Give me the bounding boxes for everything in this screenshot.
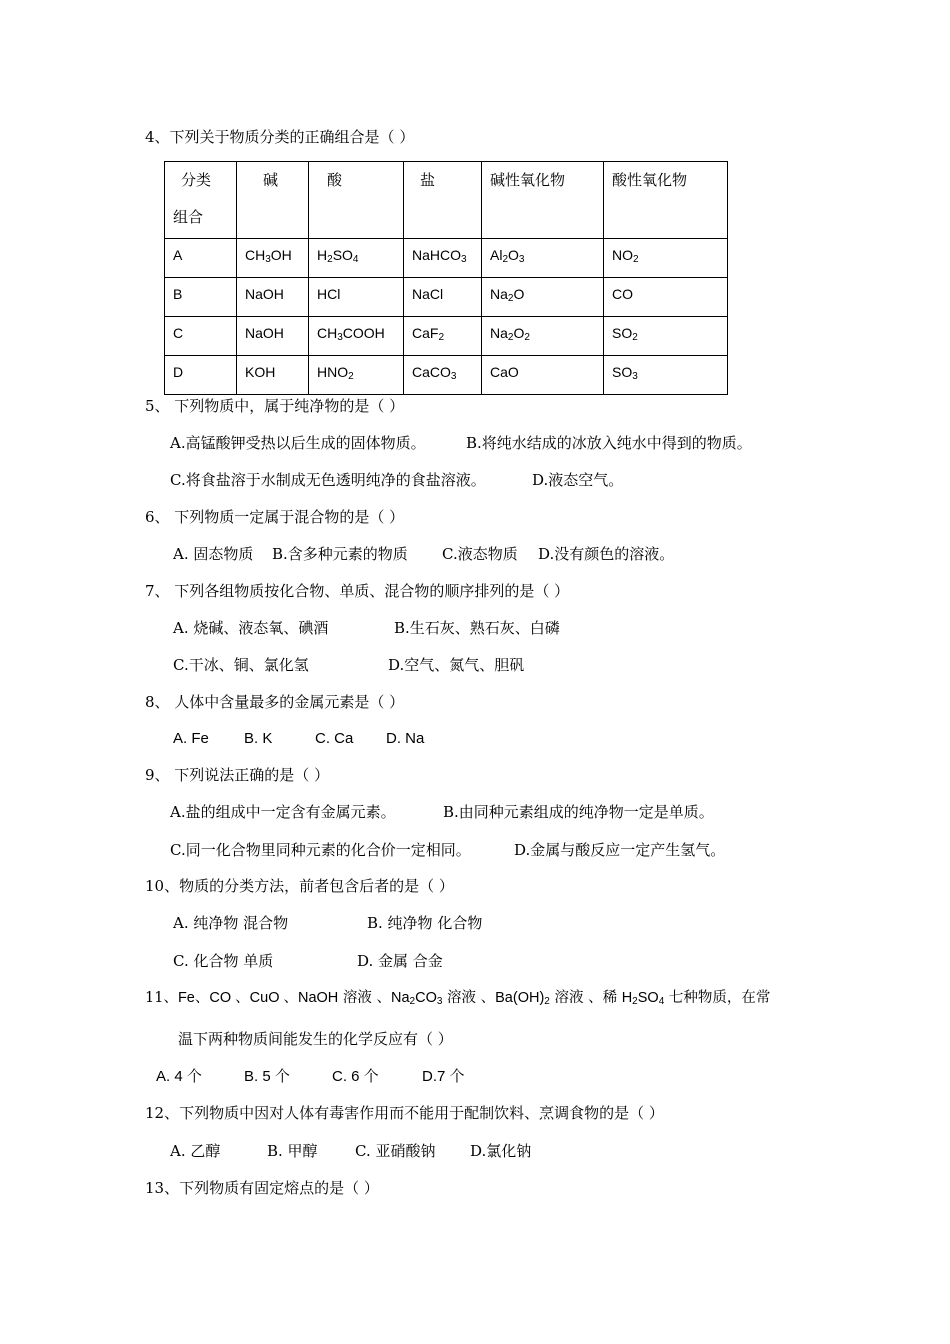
table-cell: $HNO_2$ [309,356,404,395]
header-acidic-oxide: 酸性氧化物 [604,162,728,239]
table-cell: NaOH [237,278,309,317]
table-cell: CaCO$_3$ [404,356,482,395]
q8-option-c: C. Ca [315,730,354,747]
q11-option-c: C. 6 个 [332,1068,379,1085]
q5-option-a: A.高锰酸钾受热以后生成的固体物质。 [170,434,426,452]
header-base: 碱 [237,162,309,239]
q12-option-d: D.氯化钠 [470,1142,532,1160]
table-cell: $SO_3$ [604,356,728,395]
table-header-row [165,162,728,239]
q9-option-d: D.金属与酸反应一定产生氢气。 [514,841,726,859]
q11-option-b: B. 5 个 [244,1068,290,1085]
table-cell: CaF$_2$ [404,317,482,356]
q7-option-d: D.空气、氮气、胆矾 [388,656,525,674]
q6-option-c: C.液态物质 [442,545,518,563]
q5-option-c: C.将食盐溶于水制成无色透明纯净的食盐溶液。 [170,471,486,489]
header-basic-oxide: 碱性氧化物 [482,162,604,239]
table-cell: NaOH [237,317,309,356]
question-5-stem: 5、 下列物质中，属于纯净物的是（ ） [145,397,405,415]
header-cell-category [165,162,237,239]
q5-option-d: D.液态空气。 [532,471,624,489]
q9-option-b: B.由同种元素组成的纯净物一定是单质。 [443,803,714,821]
question-12-stem: 12、下列物质中因对人体有毒害作用而不能用于配制饮料、烹调食物的是（ ） [145,1104,664,1122]
question-8-stem: 8、 人体中含量最多的金属元素是（ ） [145,693,405,711]
q12-option-b: B. 甲醇 [267,1142,318,1160]
table-cell: $NO_2$ [604,239,728,278]
table-cell: $Na_2O_2$ [482,317,604,356]
question-9-stem: 9、 下列说法正确的是（ ） [145,766,330,784]
table-row [165,356,728,395]
q8-option-b: B. K [244,730,273,747]
q6-option-d: D.没有颜色的溶液。 [538,545,675,563]
q12-option-a: A. 乙醇 [170,1142,221,1160]
table-row [165,317,728,356]
table-cell: $Na_2O$ [482,278,604,317]
question-13-stem: 13、下列物质有固定熔点的是（ ） [145,1179,379,1197]
q9-option-a: A.盐的组成中一定含有金属元素。 [170,803,396,821]
q6-option-a: A. 固态物质 [173,545,254,563]
row-label: B [165,278,237,317]
table-cell: NaCl [404,278,482,317]
q10-option-a: A. 纯净物 混合物 [173,914,289,932]
question-11-stem: 11、Fe、CO 、CuO 、NaOH 溶液 、$Na_2CO_3$ 溶液 、$Ba(OH)_2$ 溶液 、稀 $H_2SO_4$ 七种物质，在常 [145,990,771,1007]
table-cell: $CH_3COOH$ [309,317,404,356]
header-acid: 酸 [309,162,404,239]
question-4-stem: 4、下列关于物质分类的正确组合是（ ） [145,128,415,146]
header-group: 组合 [173,208,204,226]
row-label: C [165,317,237,356]
q7-option-b: B.生石灰、熟石灰、白磷 [394,619,560,637]
table-cell: CaO [482,356,604,395]
q7-option-c: C.干冰、铜、氯化氢 [173,656,309,674]
q7-option-a: A. 烧碱、液态氧、碘酒 [173,619,329,637]
q10-option-b: B. 纯净物 化合物 [367,914,483,932]
q10-option-c: C. 化合物 单质 [173,952,274,970]
header-category: 分类 [181,171,212,189]
question-11-stem-cont: 温下两种物质间能发生的化学反应有（ ） [178,1030,453,1048]
table-row [165,239,728,278]
q11-option-a: A. 4 个 [156,1068,202,1085]
table-cell: $Al_2O_3$ [482,239,604,278]
q9-option-c: C.同一化合物里同种元素的化合价一定相同。 [170,841,471,859]
table-cell: CO [604,278,728,317]
table-cell: KOH [237,356,309,395]
table-cell: $SO_2$ [604,317,728,356]
question-6-stem: 6、 下列物质一定属于混合物的是（ ） [145,508,405,526]
q8-option-a: A. Fe [173,730,209,747]
q8-option-d: D. Na [386,730,425,747]
row-label: D [165,356,237,395]
table-cell: $H_2SO_4$ [309,239,404,278]
header-salt: 盐 [404,162,482,239]
table-cell: HCl [309,278,404,317]
row-label: A [165,239,237,278]
q11-option-d: D.7 个 [422,1068,465,1085]
table-cell: $CH_3OH$ [237,239,309,278]
table-cell: NaHCO$_3$ [404,239,482,278]
q12-option-c: C. 亚硝酸钠 [355,1142,436,1160]
q5-option-b: B.将纯水结成的冰放入纯水中得到的物质。 [466,434,752,452]
table-row [165,278,728,317]
question-7-stem: 7、 下列各组物质按化合物、单质、混合物的顺序排列的是（ ） [145,582,570,600]
q6-option-b: B.含多种元素的物质 [272,545,408,563]
q10-option-d: D. 金属 合金 [357,952,443,970]
question-10-stem: 10、物质的分类方法，前者包含后者的是（ ） [145,877,454,895]
classification-table [164,161,728,395]
